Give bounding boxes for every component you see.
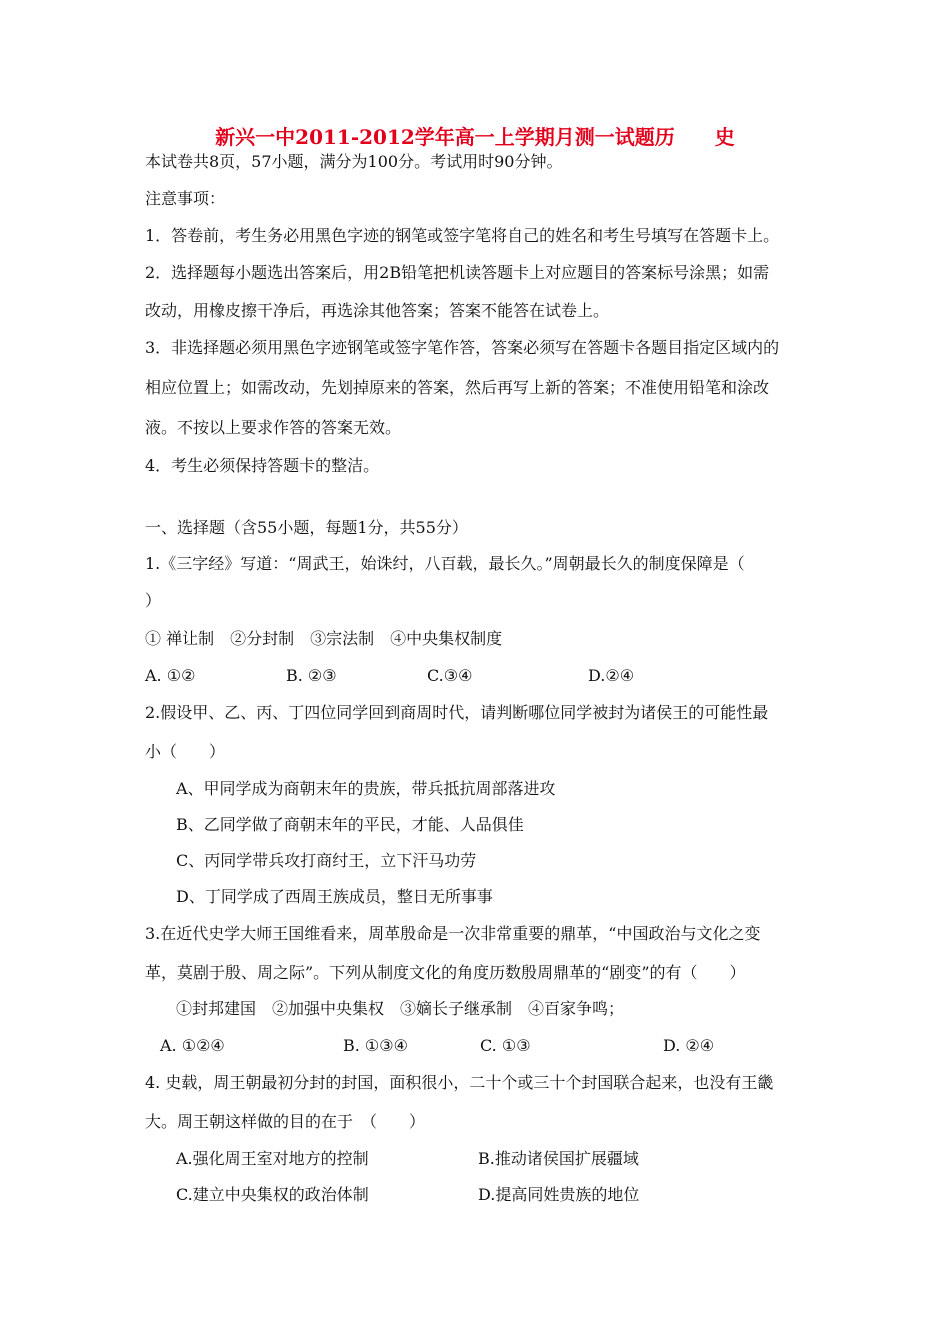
q4-option-a: A.强化周王室对地方的控制 [176,1149,369,1168]
q2-option-c: C、丙同学带兵攻打商纣王，立下汗马功劳 [176,851,477,870]
notice-item-2: 2．选择题每小题选出答案后，用2B铅笔把机读答题卡上对应题目的答案标号涂黑；如需 [145,263,770,282]
notice-item-3-end: 液。不按以上要求作答的答案无效。 [145,418,402,437]
q1-items: ① 禅让制 ②分封制 ③宗法制 ④中央集权制度 [145,629,503,648]
q1-option-d: D.②④ [588,666,635,685]
q4-option-c: C.建立中央集权的政治体制 [176,1185,369,1204]
section-heading: 一、选择题（含55小题，每题1分，共55分） [145,518,468,537]
q2-option-a: A、甲同学成为商朝末年的贵族，带兵抵抗周部落进攻 [176,779,556,798]
q2-stem: 2.假设甲、乙、丙、丁四位同学回到商周时代，请判断哪位同学被封为诸侯王的可能性最 [145,703,769,722]
q3-stem-cont: 革，莫剧于殷、周之际”。下列从制度文化的角度历数殷周鼎革的“剧变”的有（ ） [145,963,746,982]
q3-items: ①封邦建国 ②加强中央集权 ③嫡长子继承制 ④百家争鸣； [176,999,625,1018]
exam-intro: 本试卷共8页，57小题，满分为100分。考试用时90分钟。 [145,152,563,171]
exam-title: 新兴一中2011-2012学年高一上学期月测一试题历 史 [215,125,735,149]
notice-item-3-cont: 相应位置上；如需改动，先划掉原来的答案，然后再写上新的答案；不准使用铅笔和涂改 [145,378,770,397]
q2-option-d: D、丁同学成了西周王族成员，整日无所事事 [176,887,493,906]
notice-item-2-cont: 改动，用橡皮擦干净后，再选涂其他答案；答案不能答在试卷上。 [145,301,610,320]
q3-option-a: A. ①②④ [160,1036,225,1055]
q3-option-b: B. ①③④ [343,1036,408,1055]
q4-option-d: D.提高同姓贵族的地位 [478,1185,640,1204]
notice-heading: 注意事项： [145,189,226,208]
q4-stem-cont: 大。周王朝这样做的目的在于 （ ） [145,1112,426,1131]
q2-stem-cont: 小（ ） [145,742,226,761]
q1-option-a: A. ①② [145,666,196,685]
q1-stem: 1.《三字经》写道：“周武王，始诛纣，八百载，最长久。”周朝最长久的制度保障是（ [145,554,745,573]
q1-stem-cont: ） [145,591,162,610]
notice-item-3: 3．非选择题必须用黑色字迹钢笔或签字笔作答，答案必须写在答题卡各题目指定区域内的 [145,338,780,357]
notice-item-4: 4．考生必须保持答题卡的整洁。 [145,456,380,475]
q4-option-b: B.推动诸侯国扩展疆域 [478,1149,639,1168]
q3-option-d: D. ②④ [663,1036,715,1055]
notice-item-1: 1．答卷前，考生务必用黑色字迹的钢笔或签字笔将自己的姓名和考生号填写在答题卡上。 [145,226,780,245]
q1-option-b: B. ②③ [286,666,337,685]
q4-stem: 4. 史载，周王朝最初分封的封国，面积很小，二十个或三十个封国联合起来，也没有王畿 [145,1073,774,1092]
q1-option-c: C.③④ [427,666,473,685]
q3-stem: 3.在近代史学大师王国维看来，周革殷命是一次非常重要的鼎革，“中国政治与文化之变 [145,924,761,943]
q2-option-b: B、乙同学做了商朝末年的平民，才能、人品俱佳 [176,815,524,834]
q3-option-c: C. ①③ [480,1036,531,1055]
